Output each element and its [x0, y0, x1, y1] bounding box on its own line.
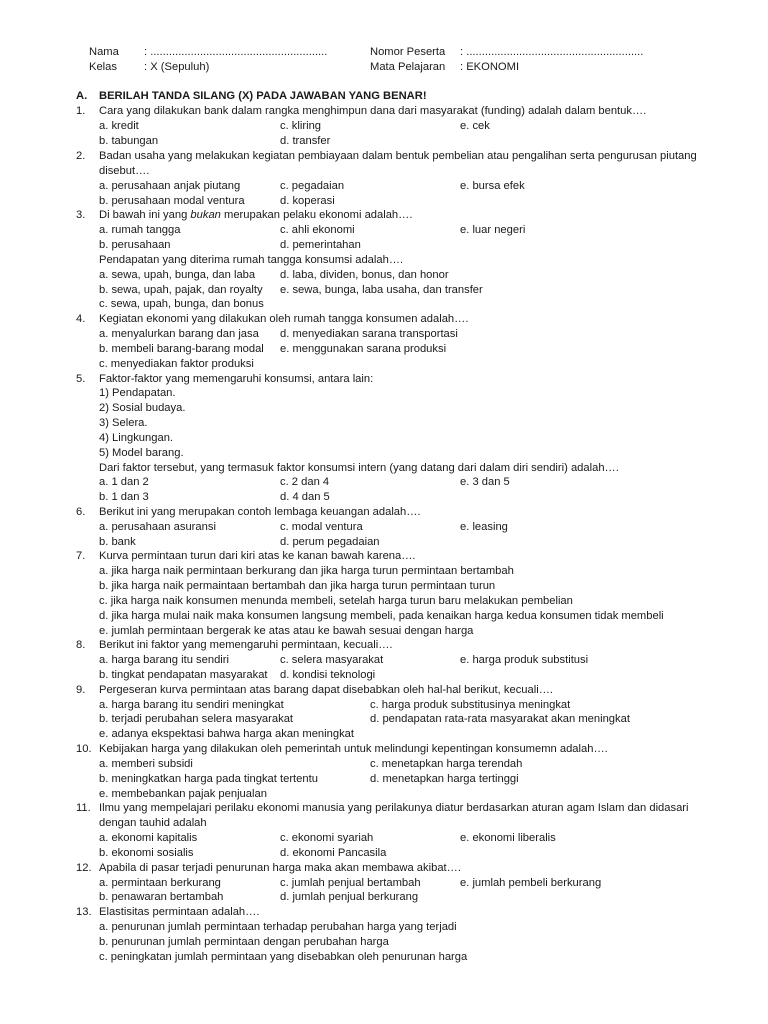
option-d: d. 4 dan 5 [280, 491, 330, 503]
option-c: c. kliring [280, 120, 322, 132]
question-number: 3. [76, 209, 86, 221]
option-d: d. menetapkan harga tertinggi [370, 773, 519, 785]
question-text-continued: disebut…. [99, 165, 150, 177]
question-text-post: merupakan pelaku ekonomi adalah…. [220, 209, 413, 221]
nomor-peserta-field: : ......................................................... [460, 46, 644, 58]
option-a: a. rumah tangga [99, 224, 181, 236]
list-item: 1) Pendapatan. [99, 387, 176, 399]
option-b: b. tabungan [99, 135, 159, 147]
option-c: c. menetapkan harga terendah [370, 758, 523, 770]
question-text [99, 208, 412, 223]
question-number: 6. [76, 506, 86, 518]
option-a: a. sewa, upah, bunga, dan laba [99, 269, 256, 281]
question-text: Elastisitas permintaan adalah…. [99, 906, 260, 918]
question-number: 10. [76, 743, 92, 755]
question-number: 1. [76, 105, 86, 117]
option-d: d. jika harga mulai naik maka konsumen langsung membeli, pada kenaikan harga kedua konsumen tidak membeli [99, 610, 664, 622]
list-item: 2) Sosial budaya. [99, 402, 186, 414]
section-letter: A. [76, 90, 88, 102]
option-e: e. jumlah permintaan bergerak ke atas atau ke bawah sesuai dengan harga [99, 625, 474, 637]
option-a: a. penurunan jumlah permintaan terhadap perubahan harga yang terjadi [99, 921, 457, 933]
option-b: b. penawaran bertambah [99, 891, 224, 903]
option-a: a. menyalurkan barang dan jasa [99, 328, 259, 340]
list-item: 3) Selera. [99, 417, 148, 429]
kelas-value: : X (Sepuluh) [144, 61, 210, 73]
option-e: e. ekonomi liberalis [460, 832, 556, 844]
question-text: Cara yang dilakukan bank dalam rangka menghimpun dana dari masyarakat (funding) adalah dalam bentuk…. [99, 105, 647, 117]
section-title: BERILAH TANDA SILANG (X) PADA JAWABAN YANG BENAR! [99, 90, 427, 102]
option-a: a. harga barang itu sendiri [99, 654, 229, 666]
question-text-continued: Dari faktor tersebut, yang termasuk faktor konsumsi intern (yang datang dari dalam diri sendiri) adalah…. [99, 462, 619, 474]
option-c: c. jumlah penjual bertambah [280, 877, 421, 889]
question-text-emphasis: bukan [190, 209, 221, 221]
question-text: Kebijakan harga yang dilakukan oleh pemerintah untuk melindungi kepentingan konsumemn adalah…. [99, 743, 608, 755]
option-d: d. perum pegadaian [280, 536, 380, 548]
question-text: Kurva permintaan turun dari kiri atas ke kanan bawah karena…. [99, 550, 416, 562]
question-text: Apabila di pasar terjadi penurunan harga maka akan membawa akibat…. [99, 862, 461, 874]
option-c: c. menyediakan faktor produksi [99, 358, 254, 370]
option-a: a. perusahaan asuransi [99, 521, 216, 533]
option-a: a. 1 dan 2 [99, 476, 149, 488]
option-e: e. sewa, bunga, laba usaha, dan transfer [280, 284, 483, 296]
question-text: Badan usaha yang melakukan kegiatan pembiayaan dalam bentuk pembelian atau pengalihan serta pengurusan piutang [99, 150, 697, 162]
option-c: c. 2 dan 4 [280, 476, 330, 488]
option-e: e. leasing [460, 521, 508, 533]
name-label: Nama [89, 46, 119, 58]
option-a: a. permintaan berkurang [99, 877, 221, 889]
option-b: b. perusahaan modal ventura [99, 195, 245, 207]
name-field: : ......................................................... [144, 46, 328, 58]
option-d: d. pendapatan rata-rata masyarakat akan meningkat [370, 713, 630, 725]
option-e: e. bursa efek [460, 180, 525, 192]
nomor-peserta-label: Nomor Peserta [370, 46, 446, 58]
option-b: b. perusahaan [99, 239, 171, 251]
option-b: b. meningkatkan harga pada tingkat tertentu [99, 773, 318, 785]
option-c: c. pegadaian [280, 180, 345, 192]
question-number: 11. [76, 802, 91, 814]
option-d: d. jumlah penjual berkurang [280, 891, 419, 903]
question-number: 4. [76, 313, 86, 325]
option-d: d. ekonomi Pancasila [280, 847, 387, 859]
question-extra-text: Pendapatan yang diterima rumah tangga konsumsi adalah…. [99, 254, 404, 266]
option-e: e. cek [460, 120, 490, 132]
option-e: e. menggunakan sarana produksi [280, 343, 447, 355]
question-text: Kegiatan ekonomi yang dilakukan oleh rumah tangga konsumen adalah…. [99, 313, 469, 325]
option-d: d. kondisi teknologi [280, 669, 376, 681]
option-a: a. harga barang itu sendiri meningkat [99, 699, 284, 711]
option-c: c. jika harga naik konsumen menunda membeli, setelah harga turun baru melakukan pembelian [99, 595, 573, 607]
question-number: 13. [76, 906, 92, 918]
option-a: a. memberi subsidi [99, 758, 193, 770]
option-b: b. penurunan jumlah permintaan dengan perubahan harga [99, 936, 389, 948]
option-e: e. jumlah pembeli berkurang [460, 877, 602, 889]
kelas-label: Kelas [89, 61, 117, 73]
option-b: b. jika harga naik permaintaan bertambah dan jika harga turun permintaan turun [99, 580, 496, 592]
option-c: c. sewa, upah, bunga, dan bonus [99, 298, 264, 310]
option-d: d. pemerintahan [280, 239, 361, 251]
option-e: e. adanya ekspektasi bahwa harga akan meningkat [99, 728, 354, 740]
option-e: e. harga produk substitusi [460, 654, 589, 666]
question-text: Berikut ini yang merupakan contoh lembaga keuangan adalah…. [99, 506, 421, 518]
option-d: d. laba, dividen, bonus, dan honor [280, 269, 449, 281]
mata-pelajaran-value: : EKONOMI [460, 61, 520, 73]
option-c: c. selera masyarakat [280, 654, 384, 666]
option-c: c. ahli ekonomi [280, 224, 355, 236]
question-number: 5. [76, 373, 86, 385]
question-number: 2. [76, 150, 86, 162]
question-text: Berikut ini faktor yang memengaruhi permintaan, kecuali…. [99, 639, 393, 651]
option-b: b. bank [99, 536, 136, 548]
question-number: 7. [76, 550, 86, 562]
option-e: e. luar negeri [460, 224, 526, 236]
option-a: a. perusahaan anjak piutang [99, 180, 241, 192]
mata-pelajaran-label: Mata Pelajaran [370, 61, 446, 73]
option-d: d. menyediakan sarana transportasi [280, 328, 458, 340]
option-b: b. terjadi perubahan selera masyarakat [99, 713, 294, 725]
list-item: 4) Lingkungan. [99, 432, 174, 444]
option-b: b. membeli barang-barang modal [99, 343, 264, 355]
question-text: Pergeseran kurva permintaan atas barang dapat disebabkan oleh hal-hal berikut, kecuali…. [99, 684, 553, 696]
question-number: 9. [76, 684, 86, 696]
option-a: a. kredit [99, 120, 139, 132]
option-e: e. membebankan pajak penjualan [99, 788, 267, 800]
option-e: e. 3 dan 5 [460, 476, 510, 488]
question-text: Faktor-faktor yang memengaruhi konsumsi, antara lain: [99, 373, 374, 385]
question-number: 12. [76, 862, 92, 874]
question-text-continued: dengan tauhid adalah [99, 817, 207, 829]
option-b: b. sewa, upah, pajak, dan royalty [99, 284, 263, 296]
question-text-pre: Di bawah ini yang [99, 209, 191, 221]
option-a: a. ekonomi kapitalis [99, 832, 198, 844]
option-b: b. tingkat pendapatan masyarakat [99, 669, 268, 681]
option-c: c. modal ventura [280, 521, 363, 533]
option-d: d. transfer [280, 135, 331, 147]
option-a: a. jika harga naik permintaan berkurang dan jika harga turun permintaan bertambah [99, 565, 514, 577]
option-b: b. 1 dan 3 [99, 491, 149, 503]
option-c: c. ekonomi syariah [280, 832, 374, 844]
option-b: b. ekonomi sosialis [99, 847, 194, 859]
option-d: d. koperasi [280, 195, 335, 207]
question-text: Ilmu yang mempelajari perilaku ekonomi manusia yang perilakunya diatur berdasarkan aturan agam Islam dan didasari [99, 802, 689, 814]
question-number: 8. [76, 639, 86, 651]
list-item: 5) Model barang. [99, 447, 184, 459]
option-c: c. harga produk substitusinya meningkat [370, 699, 571, 711]
option-c: c. peningkatan jumlah permintaan yang disebabkan oleh penurunan harga [99, 951, 468, 963]
